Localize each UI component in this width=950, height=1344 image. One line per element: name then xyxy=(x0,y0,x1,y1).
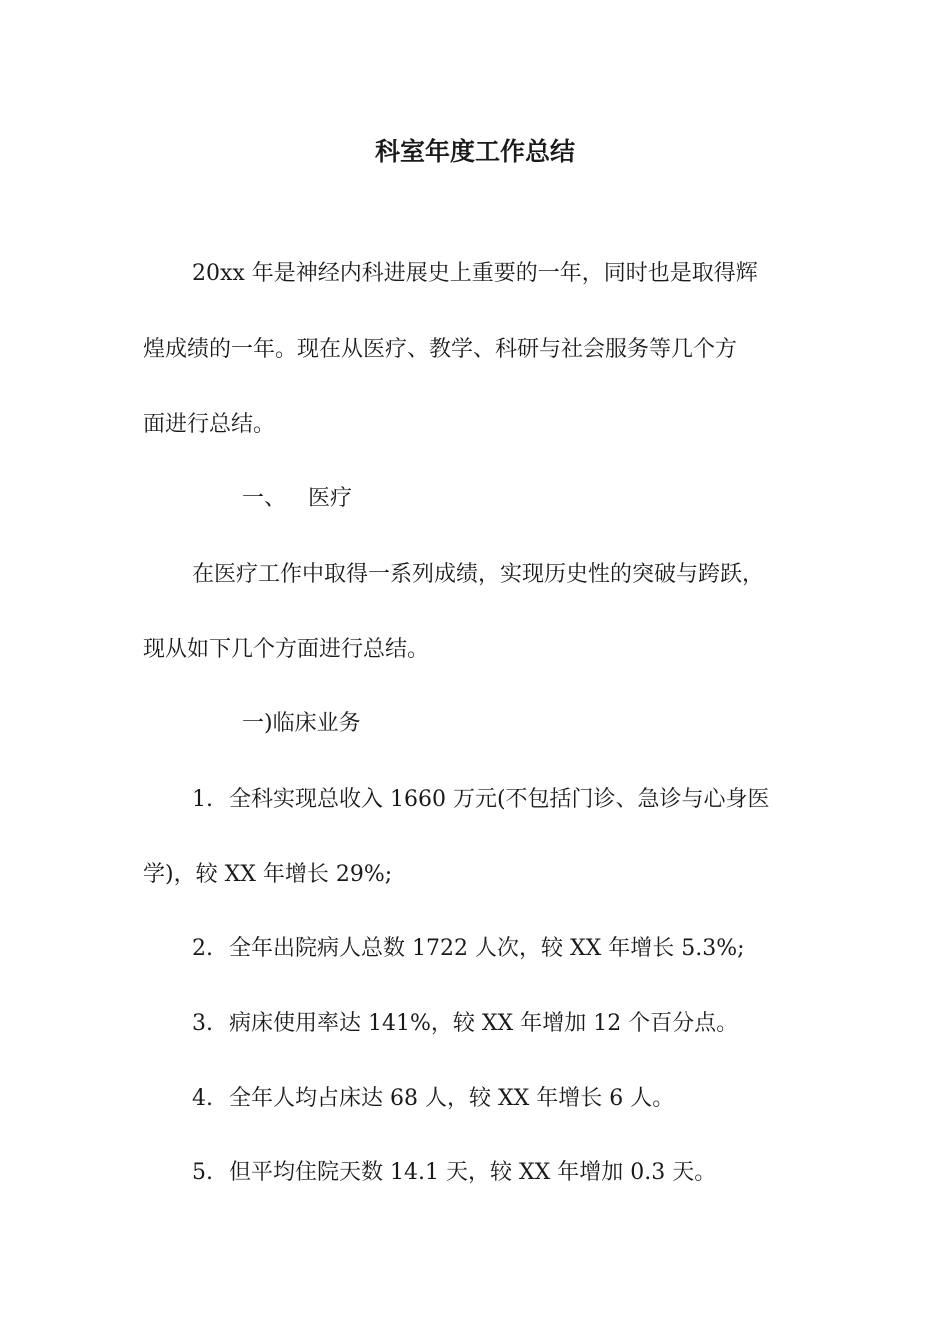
list-item xyxy=(192,784,770,816)
list-item-number: 5. xyxy=(192,1160,213,1185)
list-item xyxy=(192,1008,738,1040)
section-number: 一、 xyxy=(242,486,287,511)
list-item-text: 全科实现总收入 1660 万元(不包括门诊、急诊与心身医 xyxy=(229,787,770,812)
list-item-number: 4. xyxy=(192,1086,213,1111)
list-item-text: 全年出院病人总数 1722 人次，较 XX 年增长 5.3%; xyxy=(229,936,745,961)
section-title: 医疗 xyxy=(308,486,353,511)
document-title: 科室年度工作总结 xyxy=(374,137,575,166)
list-item-text: 全年人均占床达 68 人，较 XX 年增长 6 人。 xyxy=(229,1086,675,1111)
list-item-continuation: 学)，较 XX 年增长 29%; xyxy=(143,862,393,887)
section-intro-line-1: 在医疗工作中取得一系列成绩，实现历史性的突破与跨跃， xyxy=(192,562,765,587)
section-intro-line-2: 现从如下几个方面进行总结。 xyxy=(143,637,430,662)
list-item xyxy=(192,1157,716,1189)
list-item-number: 2. xyxy=(192,936,213,961)
list-item-text: 但平均住院天数 14.1 天，较 XX 年增加 0.3 天。 xyxy=(229,1160,717,1185)
intro-line-1: 20xx 年是神经内科进展史上重要的一年，同时也是取得辉 xyxy=(192,261,758,286)
subsection-heading: 一)临床业务 xyxy=(242,711,361,736)
intro-line-2: 煌成绩的一年。现在从医疗、教学、科研与社会服务等几个方 xyxy=(143,337,738,362)
list-item-number: 1. xyxy=(192,787,213,812)
list-item-number: 3. xyxy=(192,1011,213,1036)
intro-line-3: 面进行总结。 xyxy=(143,412,276,437)
list-item xyxy=(192,933,745,965)
section-heading xyxy=(242,483,352,515)
list-item-text: 病床使用率达 141%，较 XX 年增加 12 个百分点。 xyxy=(229,1011,739,1036)
list-item xyxy=(192,1083,674,1115)
